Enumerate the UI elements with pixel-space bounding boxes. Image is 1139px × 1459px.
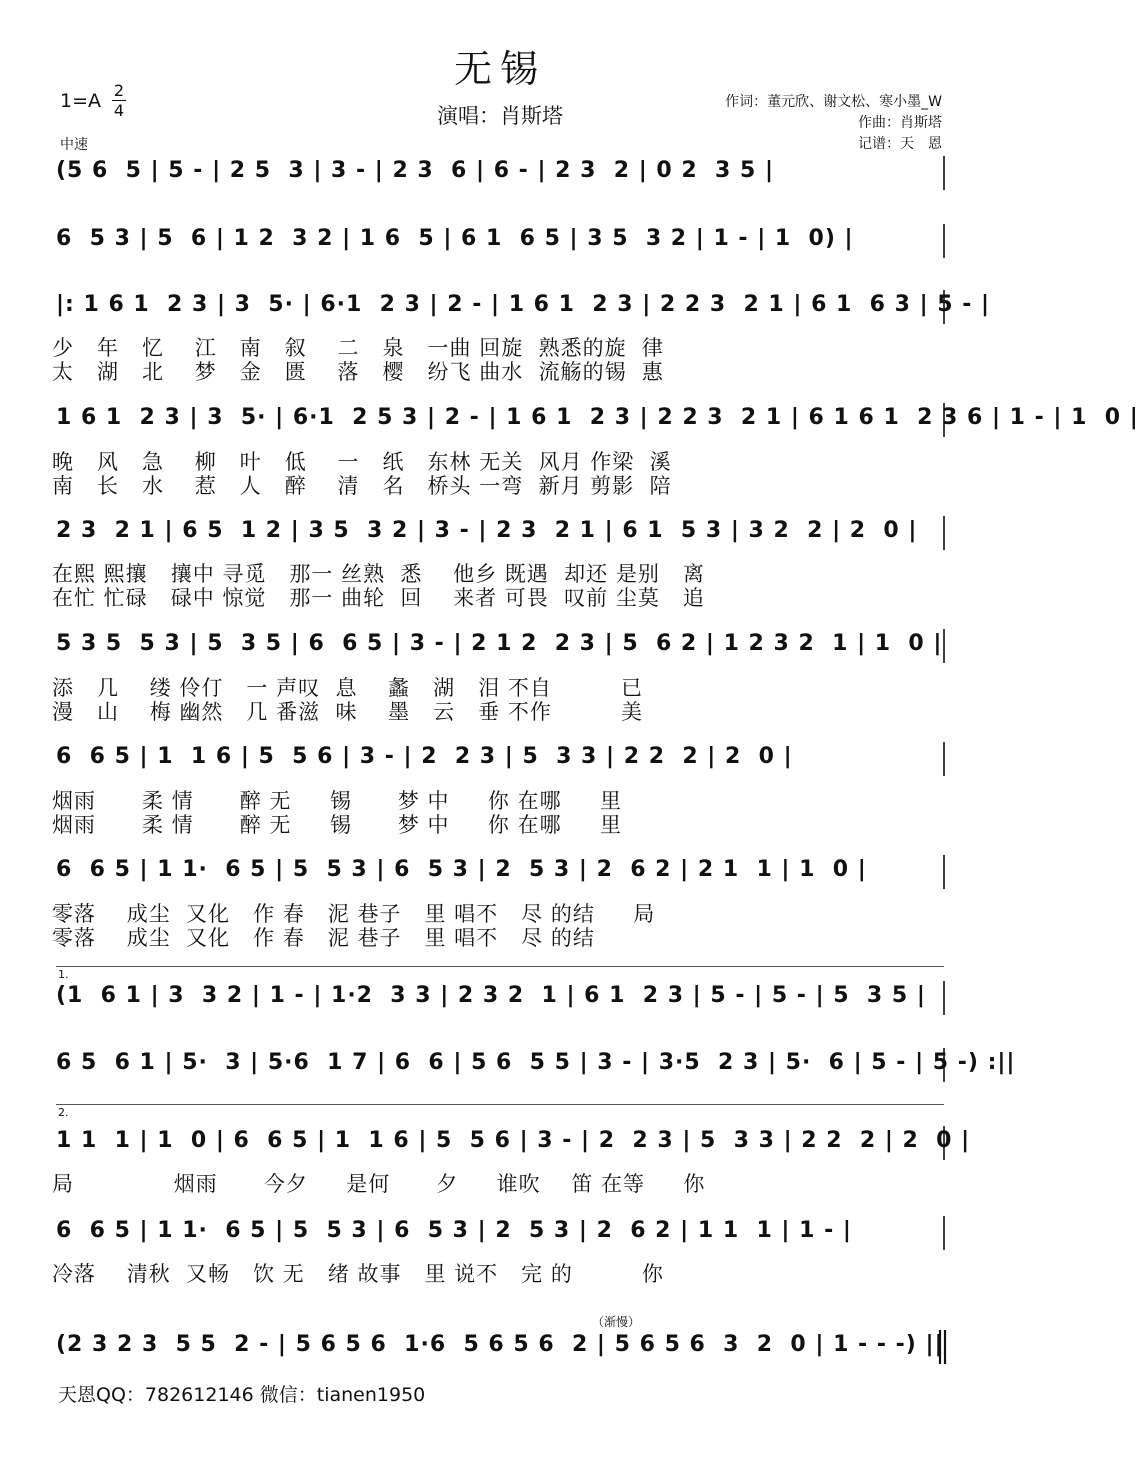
notation-row: |: 1 6 1 2 3 | 3 5· | 6·1 2 3 | 2 - | 1 6 1 2 3 | 2 2 3 2 1 | 6 1 6 3 | 5 - | (56, 292, 991, 317)
key-signature: 1=A (60, 90, 102, 112)
lyric-line: 局 烟雨 今夕 是何 夕 谁吹 笛 在等 你 (52, 1172, 706, 1196)
lyric-line: 在忙 忙碌 碌中 惊觉 那一 曲轮 回 来者 可畏 叹前 尘莫 追 (52, 586, 705, 610)
notation-row: 6 5 6 1 | 5· 3 | 5·6 1 7 | 6 6 | 5 6 5 5 | 3 - | 3·5 2 3 | 5· 6 | 5 - | 5 -) :|| (56, 1050, 1016, 1075)
notation-row: 6 6 5 | 1 1 6 | 5 5 6 | 3 - | 2 2 3 | 5 3 3 | 2 2 2 | 2 0 | (56, 744, 793, 769)
lyric-line: 在熙 熙攘 攘中 寻觅 那一 丝熟 悉 他乡 既遇 却还 是别 离 (52, 562, 705, 586)
composer-credit: 作曲：肖斯塔 (858, 115, 942, 131)
lyric-line: 添 几 缕 伶仃 一 声叹 息 蠡 湖 泪 不自 已 (52, 676, 643, 700)
singer-credit: 演唱：肖斯塔 (437, 104, 563, 128)
notation-row: (1 6 1 | 3 3 2 | 1 - | 1·2 3 3 | 2 3 2 1 | 6 1 2 3 | 5 - | 5 - | 5 3 5 | (56, 983, 926, 1008)
lyricist-credit: 作词：董元欣、谢文松、寒小墨_W (725, 94, 942, 110)
lyric-line: 少 年 忆 江 南 叙 二 泉 一曲 回旋 熟悉的旋 律 (52, 336, 664, 360)
time-denominator: 4 (113, 101, 125, 120)
lyric-line: 零落 成尘 又化 作 春 泥 巷子 里 唱不 尽 的结 局 (52, 902, 656, 926)
transcriber-credit: 记谱：天 恩 (858, 136, 942, 152)
notation-row: 5 3 5 5 3 | 5 3 5 | 6 6 5 | 3 - | 2 1 2 2 3 | 5 6 2 | 1 2 3 2 1 | 1 0 | (56, 631, 943, 656)
contact-info: 天恩QQ：782612146 微信：tianen1950 (58, 1384, 426, 1406)
notation-row: 6 5 3 | 5 6 | 1 2 3 2 | 1 6 5 | 6 1 6 5 | 3 5 3 2 | 1 - | 1 0) | (56, 226, 854, 251)
lyric-line: 南 长 水 惹 人 醉 清 名 桥头 一弯 新月 剪影 陪 (52, 474, 672, 498)
tempo-marking: 中速 (60, 137, 88, 153)
volta-bracket-1 (56, 966, 944, 967)
lyric-line: 零落 成尘 又化 作 春 泥 巷子 里 唱不 尽 的结 (52, 926, 595, 950)
lyric-line: 晚 风 急 柳 叶 低 一 纸 东林 无关 风月 作梁 溪 (52, 450, 672, 474)
notation-row: 1 6 1 2 3 | 3 5· | 6·1 2 5 3 | 2 - | 1 6 1 2 3 | 2 2 3 2 1 | 6 1 6 1 2 3 6 | 1 - | 1 0 | (56, 405, 1139, 430)
notation-row: (2 3 2 3 5 5 2 - | 5 6 5 6 1·6 5 6 5 6 2 | 5 6 5 6 3 2 0 | 1 - - -) || (56, 1332, 944, 1357)
notation-row: 2 3 2 1 | 6 5 1 2 | 3 5 3 2 | 3 - | 2 3 2 1 | 6 1 5 3 | 3 2 2 | 2 0 | (56, 518, 918, 543)
lyric-line: 烟雨 柔 情 醉 无 锡 梦 中 你 在哪 里 (52, 813, 622, 837)
notation-row: 6 6 5 | 1 1· 6 5 | 5 5 3 | 6 5 3 | 2 5 3 | 2 6 2 | 2 1 1 | 1 0 | (56, 857, 867, 882)
time-numerator: 2 (113, 81, 125, 100)
credits-block (725, 92, 942, 155)
notation-row: 6 6 5 | 1 1· 6 5 | 5 5 3 | 6 5 3 | 2 5 3 | 2 6 2 | 1 1 1 | 1 - | (56, 1218, 852, 1243)
volta-bracket-2 (56, 1104, 944, 1105)
ritardando-marking: （渐慢） (592, 1315, 641, 1329)
notation-row: 1 1 1 | 1 0 | 6 6 5 | 1 1 6 | 5 5 6 | 3 - | 2 2 3 | 5 3 3 | 2 2 2 | 2 0 | (56, 1128, 971, 1153)
volta-1-label: 1. (58, 968, 69, 981)
notation-row: (5 6 5 | 5 - | 2 5 3 | 3 - | 2 3 6 | 6 - | 2 3 2 | 0 2 3 5 | (56, 158, 774, 183)
volta-2-label: 2. (58, 1106, 69, 1119)
lyric-line: 漫 山 梅 幽然 几 番滋 味 墨 云 垂 不作 美 (52, 700, 643, 724)
song-title: 无锡 (453, 47, 546, 91)
lyric-line: 冷落 清秋 又畅 饮 无 绪 故事 里 说不 完 的 你 (52, 1262, 664, 1286)
lyric-line: 太 湖 北 梦 金 匮 落 樱 纷飞 曲水 流觞的锡 惠 (52, 360, 664, 384)
lyric-line: 烟雨 柔 情 醉 无 锡 梦 中 你 在哪 里 (52, 789, 622, 813)
